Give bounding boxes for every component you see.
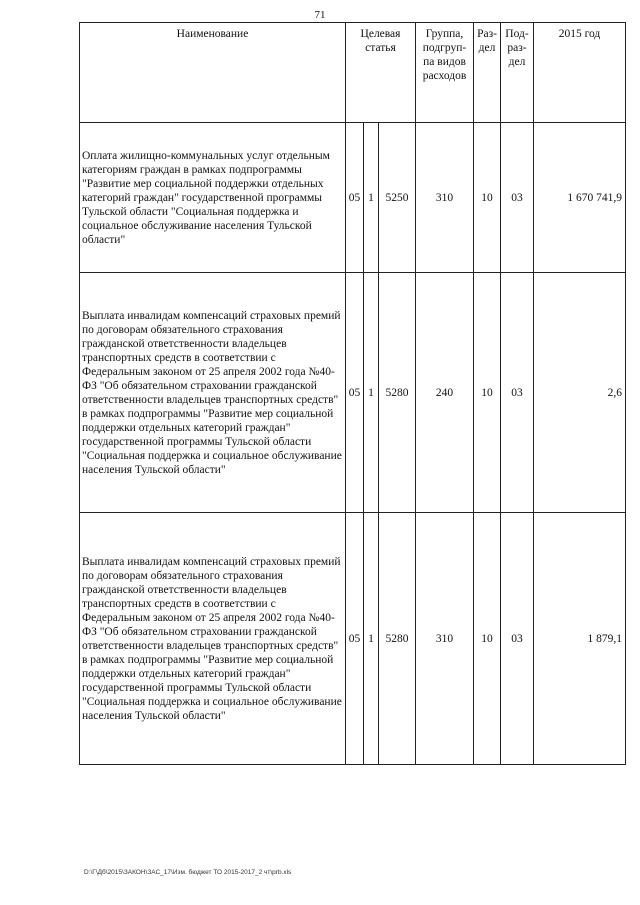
header-subsection: Под- раз- дел [501,23,534,123]
table-header-row [80,23,626,123]
footer-file-path: D:\Г\Дб\2015\ЗАКОН\ЗАС_17\Изм. бюджет ТО 2015-2017_2 чт\prb.xls [84,869,292,876]
target-article-code-1: 05 [346,513,364,765]
target-article-code-1: 05 [346,273,364,513]
row-name: Выплата инвалидам компенсаций страховых премий по договорам обязательного страхования гражданской ответственности владельцев транспортных средств в соответствии с Федеральным законом от 25 апреля 2002 года №40-ФЗ "Об обязательном страховании гражданской ответственности владельцев транспортных средств" в рамках подпрограммы "Развитие мер социальной поддержки отдельных категорий граждан" государственной программы Тульской области "Социальная поддержка и социальное обслуживание населения Тульской области" [80,273,346,513]
table-row [80,513,626,765]
amount-2015: 1 879,1 [534,513,626,765]
target-article-code-3: 5250 [379,123,416,273]
row-name: Выплата инвалидам компенсаций страховых премий по договорам обязательного страхования гражданской ответственности владельцев транспортных средств в соответствии с Федеральным законом от 25 апреля 2002 года №40-ФЗ "Об обязательном страховании гражданской ответственности владельцев транспортных средств" в рамках подпрограммы "Развитие мер социальной поддержки отдельных категорий граждан" государственной программы Тульской области "Социальная поддержка и социальное обслуживание населения Тульской области" [80,513,346,765]
header-year: 2015 год [534,23,626,123]
section-code: 10 [474,513,501,765]
amount-2015: 2,6 [534,273,626,513]
subsection-code: 03 [501,123,534,273]
section-code: 10 [474,123,501,273]
table-row [80,273,626,513]
amount-2015: 1 670 741,9 [534,123,626,273]
subsection-code: 03 [501,273,534,513]
target-article-code-3: 5280 [379,273,416,513]
target-article-code-2: 1 [364,513,379,765]
target-article-code-1: 05 [346,123,364,273]
section-code: 10 [474,273,501,513]
budget-table [79,22,626,765]
table-row [80,123,626,273]
header-group: Группа, подгруп- па видов расходов [416,23,474,123]
header-name: Наименование [80,23,346,123]
header-section: Раз- дел [474,23,501,123]
subsection-code: 03 [501,513,534,765]
page-number: 71 [314,9,326,21]
row-name: Оплата жилищно-коммунальных услуг отдельным категориям граждан в рамках подпрограммы "Развитие мер социальной поддержки отдельных категорий граждан" государственной программы Тульской области "Социальная поддержка и социальное обслуживание населения Тульской области" [80,123,346,273]
group-code: 310 [416,513,474,765]
group-code: 310 [416,123,474,273]
target-article-code-2: 1 [364,273,379,513]
header-target-article: Целевая статья [346,23,416,123]
target-article-code-3: 5280 [379,513,416,765]
group-code: 240 [416,273,474,513]
target-article-code-2: 1 [364,123,379,273]
